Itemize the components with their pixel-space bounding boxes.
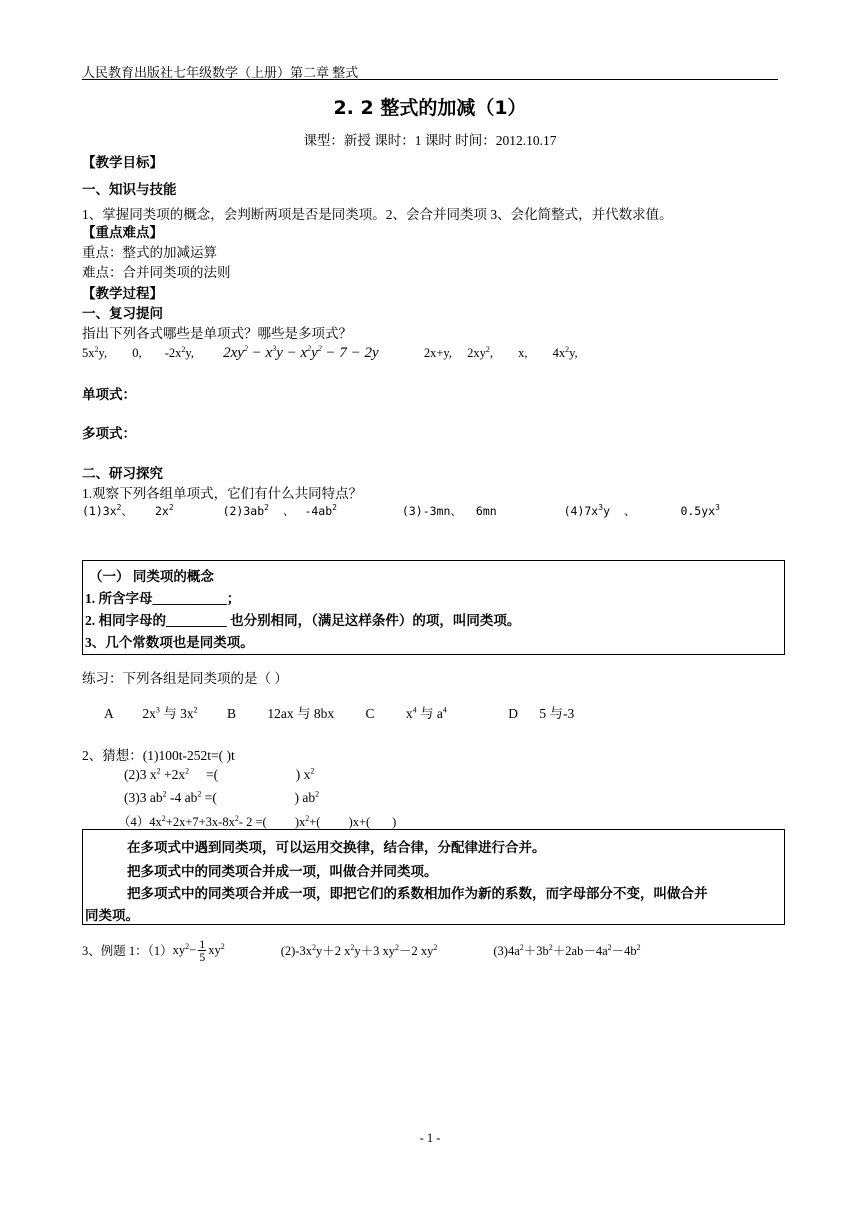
knowledge-body: 1、掌握同类项的概念，会判断两项是否是同类项。2、会合并同类项 3、会化简整式，并代数求值。	[82, 207, 673, 222]
monomial-label: 单项式：	[82, 387, 136, 402]
knowledge-heading: 一、知识与技能	[82, 182, 177, 197]
difficult-point: 难点：合并同类项的法则	[82, 265, 231, 280]
option-d-text: 5 与-3	[539, 706, 575, 721]
guess-q4: $(4)4x^2+2x+7+3x-8x^2-$ 2 =( )$x^2+$( )x+( )	[118, 813, 397, 829]
concept-line-3: 3、几个常数项也是同类项。	[85, 635, 254, 650]
practice-question: 练习：下列各组是同类项的是（ ）	[82, 671, 288, 686]
guess-q3: (3)3 $ab^2$ -4 $ab^2$ =( ) $ab^2$	[124, 789, 320, 805]
expression-list: $5x^2y$, 0, $-2x^2y$, $2xy^2 - x^3y - x^2y^2 - 7 - 2y$ 2x+y, $2xy^2$, x, $4x^2y$,	[82, 344, 578, 361]
rule-line-1: 在多项式中遇到同类项，可以运用交换律，结合律，分配律进行合并。	[127, 840, 546, 855]
example-prefix: 3、例题 1：（1）	[82, 944, 173, 958]
option-c-label: C	[365, 706, 375, 721]
running-header: 人民教育出版社七年级数学（上册）第二章 整式	[82, 65, 359, 80]
option-b-label: B	[227, 706, 237, 721]
header-rule	[82, 79, 778, 80]
concept-line-2: 2. 相同字母的_________ 也分别相同，（满足这样条件）的项，叫同类项。	[85, 613, 521, 628]
guess-q2: (2)3 $x^2 +2x^2$ =( ) $x^2$	[124, 766, 315, 782]
lesson-meta: 课型：新授 课时：1 课时 时间：2012.10.17	[303, 133, 557, 148]
concept-title: （一） 同类项的概念	[89, 569, 214, 584]
page-title: 2. 2 整式的加减（1）	[333, 97, 527, 119]
explore-question: 1.观察下列各组单项式，它们有什么共同特点？	[82, 486, 363, 501]
concept-line-1: 1. 所含字母___________；	[85, 591, 241, 606]
monomial-groups: $(1)3x^2$、 $2x^2$ $(2)3ab^2$ 、 $-4ab^2$ (3)-3mn、 6mn $(4)7x^3y$ 、 $0.5yx^3$	[82, 503, 720, 518]
key-heading: 【重点难点】	[82, 225, 163, 240]
rule-line-3a: 把多项式中的同类项合并成一项，即把它们的系数相加作为新的系数，而字母部分不变，叫做合并	[127, 886, 708, 901]
review-question: 指出下列各式哪些是单项式？哪些是多项式？	[82, 326, 352, 341]
explore-heading: 二、研习探究	[82, 466, 163, 481]
practice-options: A $2x^3$ 与 $3x^2$ B 12ax 与 8bx C $x^4$ 与 $a^4$ D 5 与-3	[104, 705, 575, 721]
page-number: - 1 -	[419, 1131, 441, 1145]
review-heading: 一、复习提问	[82, 306, 163, 321]
fraction-one-fifth: $\frac{1}{5}$	[199, 936, 206, 964]
option-b-text: 12ax 与 8bx	[267, 706, 335, 721]
guess-q1: 2、猜想：(1)100t-252t=( )t	[82, 748, 235, 763]
polynomial-label: 多项式：	[82, 426, 136, 441]
option-a-label: A	[104, 706, 114, 721]
rule-box	[82, 829, 785, 925]
rule-line-3b: 同类项。	[85, 908, 139, 923]
concept-box	[82, 560, 785, 655]
option-d-label: D	[508, 706, 519, 721]
rule-line-2: 把多项式中的同类项合并成一项，叫做合并同类项。	[127, 864, 438, 879]
example-1: 3、例题 1：（1） $xy^2-$ $\frac{1}{5}$ $xy^2$ $(2)-3x^2y+2$ $x^2y+3$ $xy^2-2$ $xy^2$ $(3)4a^2+3b^2+2ab-4a^2-4b^2$	[82, 936, 641, 964]
key-point: 重点：整式的加减运算	[82, 245, 217, 260]
process-heading: 【教学过程】	[82, 286, 163, 301]
goal-heading: 【教学目标】	[82, 155, 163, 170]
